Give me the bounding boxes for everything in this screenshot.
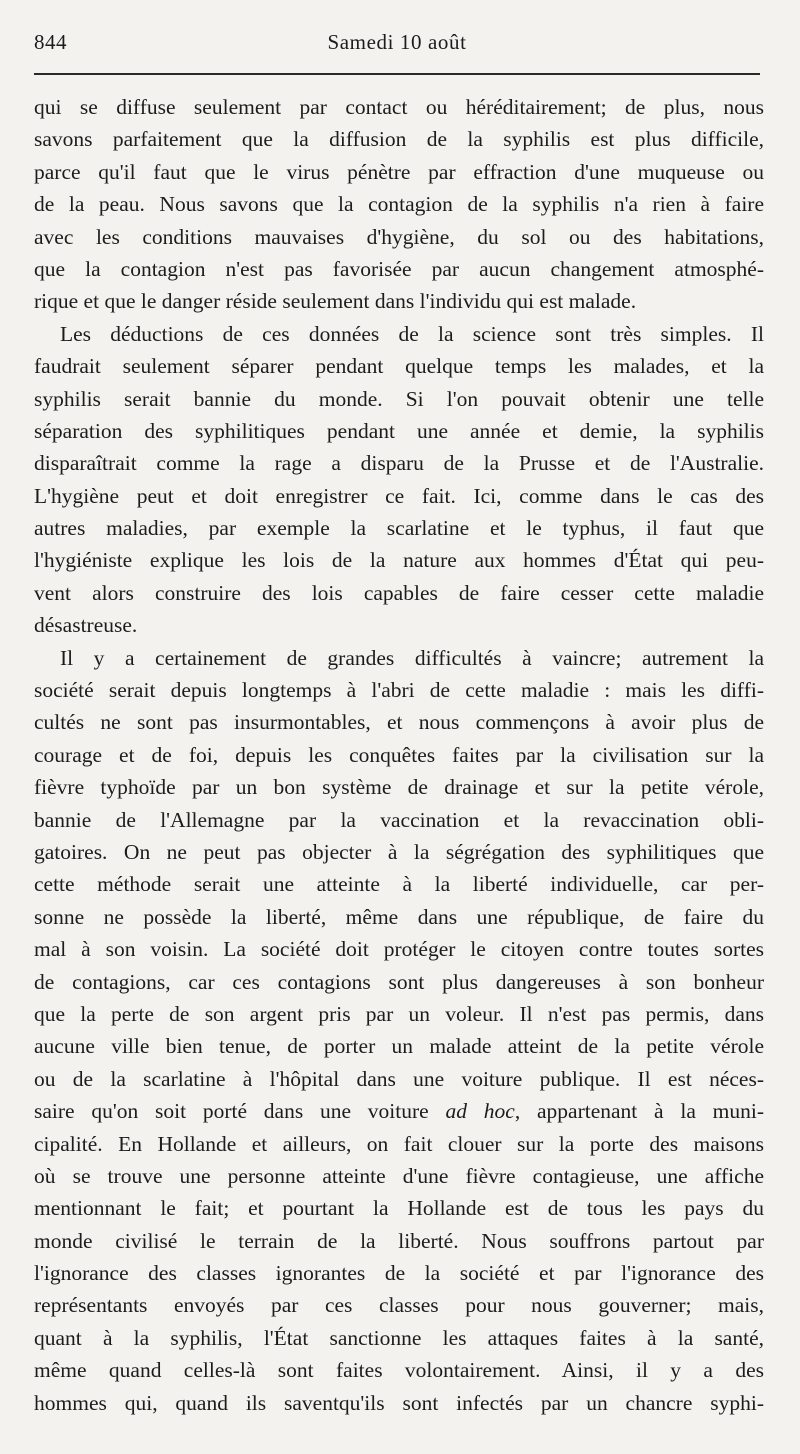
text-line: cipalité. En Hollande et ailleurs, on fait clouer sur la porte des maisons [34,1131,764,1156]
text-line: désastreuse. [34,613,138,638]
text-line: aucune ville bien tenue, de porter un malade atteint de la petite vérole [34,1034,764,1059]
text-line: mal à son voisin. La société doit protéger le citoyen contre toutes sortes [34,937,764,962]
text-line: fièvre typhoïde par un bon système de drainage et sur la petite vérole, [34,775,764,800]
text-line: syphilis serait bannie du monde. Si l'on pouvait obtenir une telle [34,386,764,411]
paragraph-start-line: Les déductions de ces données de la science sont très simples. Il [60,321,764,346]
text-line: que la perte de son argent pris par un voleur. Il n'est pas permis, dans [34,1001,764,1026]
text-line: mentionnant le fait; et pourtant la Hollande est de tous les pays du [34,1196,764,1221]
header-rule [34,73,760,75]
text-line: de contagions, car ces contagions sont plus dangereuses à son bonheur [34,969,764,994]
text-line: avec les conditions mauvaises d'hygiène, du sol ou des habitations, [34,224,764,249]
text-line: quant à la syphilis, l'État sanctionne les attaques faites à la santé, [34,1325,764,1350]
running-head: Samedi 10 août [327,30,467,54]
body-text [34,91,764,1419]
text-line: disparaîtrait comme la rage a disparu de la Prusse et de l'Australie. [34,451,764,476]
text-line: cultés ne sont pas insurmontables, et nous commençons à avoir plus de [34,710,764,735]
text-line: hommes qui, quand ils saventqu'ils sont infectés par un chancre syphi- [34,1390,764,1415]
text-line: autres maladies, par exemple la scarlatine et le typhus, il faut que [34,516,764,541]
text-line: savons parfaitement que la diffusion de la syphilis est plus difficile, [34,127,764,152]
text-line [34,1095,764,1127]
text-line: courage et de foi, depuis les conquêtes faites par la civilisation sur la [34,742,764,767]
text-line: L'hygiène peut et doit enregistrer ce fait. Ici, comme dans le cas des [34,483,764,508]
text-line: vent alors construire des lois capables de faire cesser cette maladie [34,580,764,605]
paragraph-start-line: Il y a certainement de grandes difficultés à vaincre; autrement la [60,645,764,670]
text-line: monde civilisé le terrain de la liberté. Nous souffrons partout par [34,1228,764,1253]
text-line: cette méthode serait une atteinte à la liberté individuelle, car per- [34,872,764,897]
page-header [34,30,760,60]
text-line: parce qu'il faut que le virus pénètre par effraction d'une muqueuse ou [34,159,764,184]
text-line: même quand celles-là sont faites volontairement. Ainsi, il y a des [34,1358,764,1383]
text-fragment: saire qu'on soit porté dans une voiture [34,1099,429,1124]
text-line: séparation des syphilitiques pendant une année et demie, la syphilis [34,418,764,443]
text-line: sonne ne possède la liberté, même dans une république, de faire du [34,904,764,929]
text-line: qui se diffuse seulement par contact ou héréditairement; de plus, nous [34,95,764,119]
text-line: rique et que le danger réside seulement dans l'individu qui est malade. [34,289,637,314]
page-number: 844 [34,30,67,54]
text-line: bannie de l'Allemagne par la vaccination et la revaccination obli- [34,807,764,832]
text-line: où se trouve une personne atteinte d'une fièvre contagieuse, une affiche [34,1163,764,1188]
text-line: faudrait seulement séparer pendant quelque temps les malades, et la [34,354,764,379]
text-line: gatoires. On ne peut pas objecter à la ségrégation des syphilitiques que [34,839,764,864]
text-line: que la contagion n'est pas favorisée par aucun changement atmosphé- [34,256,764,281]
italic-term: ad hoc [445,1099,515,1124]
text-line: société serait depuis longtemps à l'abri de cette maladie : mais les diffi- [34,678,764,703]
text-line: représentants envoyés par ces classes pour nous gouverner; mais, [34,1293,764,1318]
text-line: ou de la scarlatine à l'hôpital dans une voiture publique. Il est néces- [34,1066,764,1091]
text-line: l'ignorance des classes ignorantes de la société et par l'ignorance des [34,1261,764,1286]
text-line: de la peau. Nous savons que la contagion de la syphilis n'a rien à faire [34,192,764,217]
text-line: l'hygiéniste explique les lois de la nature aux hommes d'État qui peu- [34,548,764,573]
text-fragment: , appartenant à la muni- [514,1099,764,1124]
